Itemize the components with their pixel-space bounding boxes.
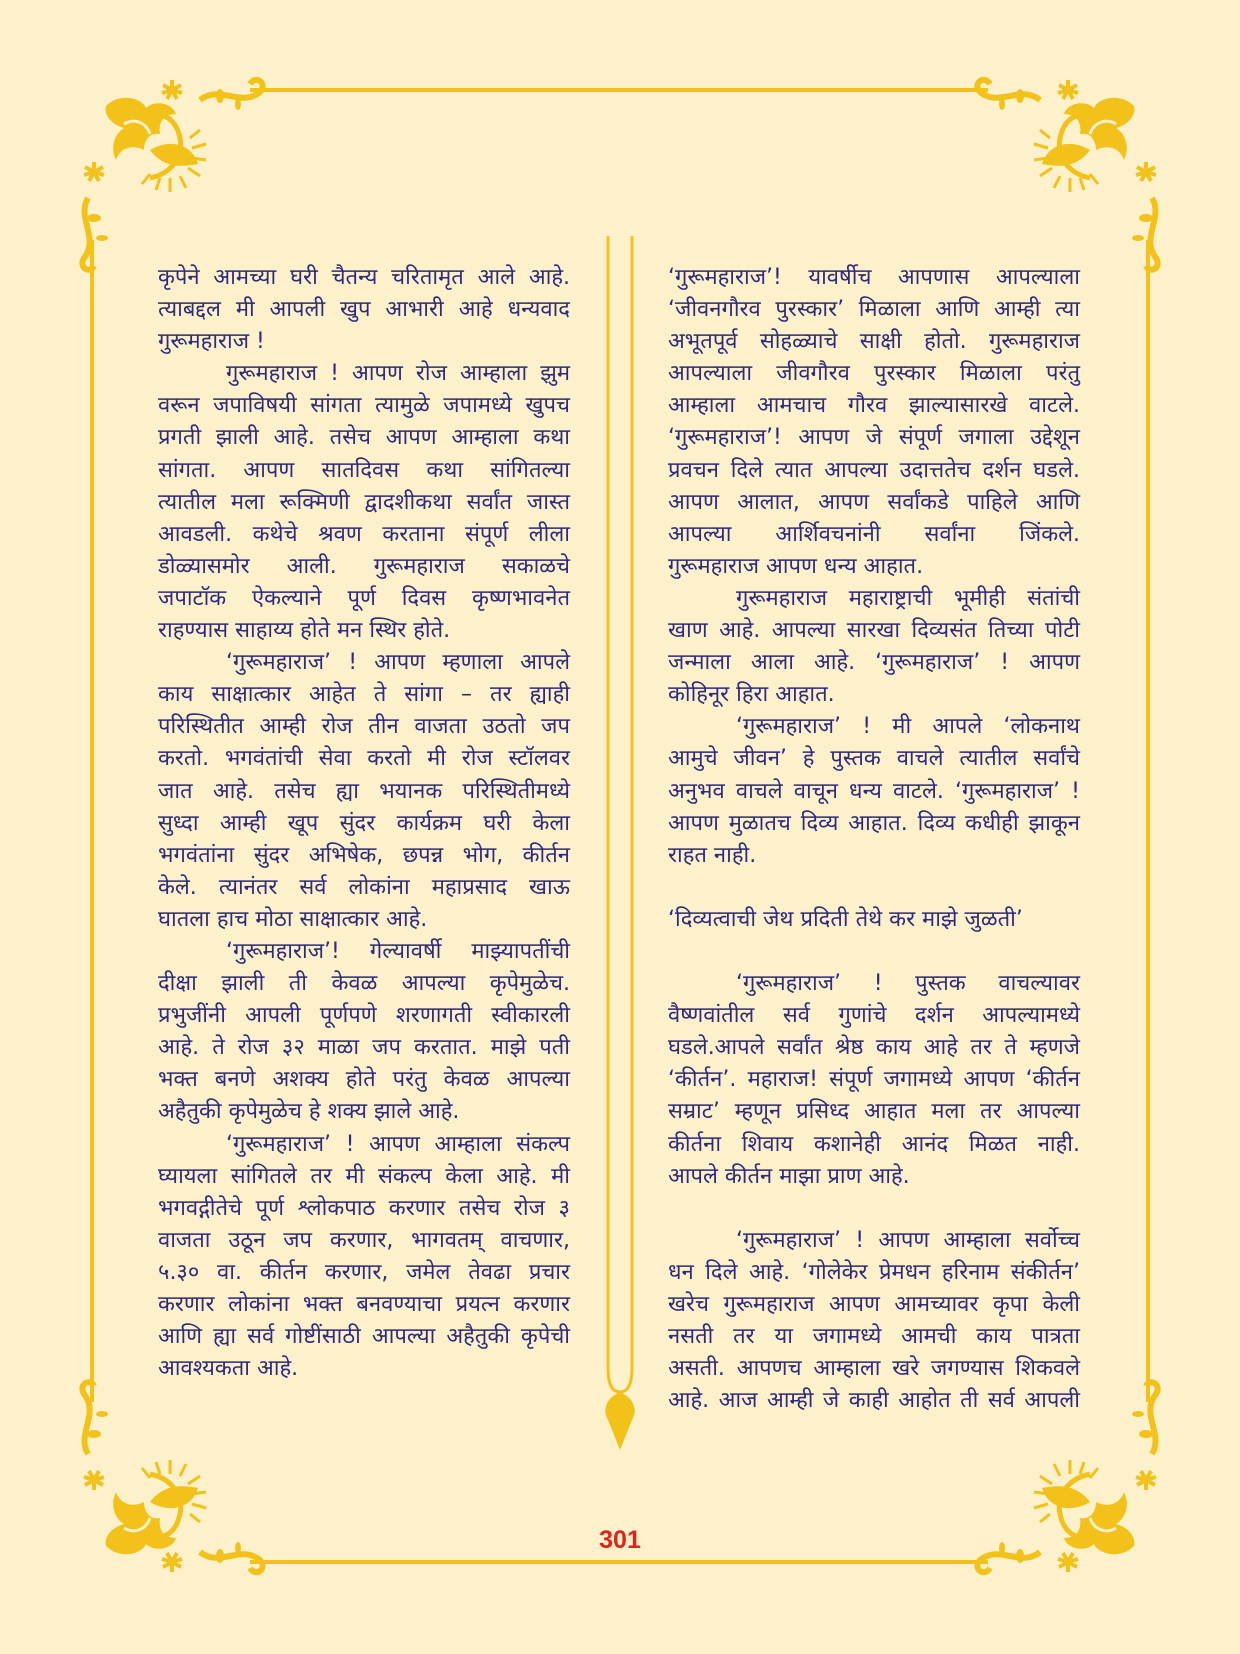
- text-line: त्याबद्दल मी आपली खुप आभारी आहे धन्यवाद: [158, 297, 570, 323]
- page-number: 301: [599, 1526, 641, 1554]
- text-line: ‘गुरूमहाराज’! आपण जे संपूर्ण जगाला उद्देशून: [668, 425, 1080, 451]
- text-line: आपण आलात, आपण सर्वांकडे पाहिले आणि: [668, 489, 1080, 515]
- text-line: प्रभुजींनी आपली पूर्णपणे शरणागती स्वीकारली: [158, 1003, 570, 1029]
- text-line: ‘जीवनगौरव पुरस्कार’ मिळाला आणि आम्ही त्या: [668, 297, 1080, 323]
- blank-line: [668, 936, 1080, 968]
- text-line: आपल्याला जीवगौरव पुरस्कार मिळाला परंतु: [668, 361, 1080, 387]
- text-line: आपल्या आर्शिवचनांनी सर्वांना जिंकले.: [668, 521, 1080, 547]
- text-line: आम्हाला आमचाच गौरव झाल्यासारखे वाटले.: [668, 393, 1080, 419]
- text-line: भक्त बनणे अशक्य होते परंतु केवळ आपल्या: [158, 1067, 570, 1093]
- text-line: कोहिनूर हिरा आहात.: [668, 682, 835, 708]
- text-line: आवश्यकता आहे.: [158, 1356, 299, 1382]
- text-line: केले. त्यानंतर सर्व लोकांना महाप्रसाद खाऊ: [158, 874, 570, 900]
- text-line: प्रगती झाली आहे. तसेच आपण आम्हाला कथा: [158, 425, 570, 451]
- text-line: आणि ह्या सर्व गोष्टींसाठी आपल्या अहैतुकी कृपेची: [158, 1324, 570, 1350]
- text-line: कृपेने आमच्या घरी चैतन्य चरितामृत आले आहे.: [158, 265, 570, 290]
- text-line: आमुचे जीवन’ हे पुस्तक वाचले त्यातील सर्वांचे: [668, 746, 1080, 772]
- text-line: ‘गुरूमहाराज’! यावर्षीच आपणास आपल्याला: [668, 265, 1080, 290]
- text-line: राहण्यास साहाय्य होते मन स्थिर होते.: [158, 618, 451, 644]
- text-line: आपण मुळातच दिव्य आहात. दिव्य कधीही झाकून: [668, 810, 1080, 836]
- text-line: सांगता. आपण सातदिवस कथा सांगितल्या: [158, 457, 570, 483]
- text-line: वैष्णवांतील सर्व गुणांचे दर्शन आपल्यामध्ये: [668, 1003, 1080, 1029]
- text-line: घातला हाच मोठा साक्षात्कार आहे.: [158, 906, 428, 932]
- text-line: कीर्तना शिवाय कशानेही आनंद मिळत नाही.: [668, 1131, 1080, 1157]
- text-line: गुरूमहाराज ! आपण रोज आम्हाला झुम: [226, 361, 570, 387]
- text-line: गुरूमहाराज आपण धन्य आहात.: [668, 553, 924, 579]
- text-line: सम्राट’ म्हणून प्रसिध्द आहात मला तर आपल्या: [668, 1099, 1080, 1125]
- text-line: आपले कीर्तन माझा प्राण आहे.: [668, 1163, 910, 1189]
- text-line: खरेच गुरूमहाराज आपण आमच्यावर कृपा केली: [668, 1292, 1080, 1317]
- text-line: परिस्थितीत आम्ही रोज तीन वाजता उठतो जप: [158, 714, 570, 740]
- text-line: ५.३० वा. कीर्तन करणार, जमेल तेवढा प्रचार: [158, 1259, 570, 1285]
- text-line: भगवंतांना सुंदर अभिषेक, छपन्न भोग, कीर्तन: [158, 842, 570, 868]
- text-line: ‘गुरूमहाराज’! गेल्यावर्षी माझ्यापतींची: [226, 938, 570, 964]
- text-line: सुध्दा आम्ही खूप सुंदर कार्यक्रम घरी केला: [158, 810, 570, 836]
- text-line: जपाटॉक ऐकल्याने पूर्ण दिवस कृष्णभावनेत: [158, 585, 570, 611]
- text-line: अभूतपूर्व सोहळ्याचे साक्षी होतो. गुरूमहाराज: [668, 329, 1080, 355]
- text-line: घ्यायला सांगितले तर मी संकल्प केला आहे. मी: [158, 1163, 570, 1189]
- right-column: [668, 262, 1080, 1417]
- divider-drop: [605, 1392, 634, 1450]
- text-line: ‘गुरूमहाराज’ ! पुस्तक वाचल्यावर: [736, 971, 1080, 997]
- text-line: त्यातील मला रूक्मिणी द्वादशीकथा सर्वांत जास्त: [158, 489, 570, 515]
- text-line: वाजता उठून जप करणार, भागवतम् वाचणार,: [158, 1227, 570, 1253]
- text-line: ‘कीर्तन’. महाराज! संपूर्ण जगामध्ये आपण ‘कीर्तन: [668, 1067, 1080, 1093]
- text-line: काय साक्षात्कार आहेत ते सांगा – तर ह्याही: [158, 682, 570, 708]
- text-line: ‘गुरूमहाराज’ ! मी आपले ‘लोकनाथ: [736, 714, 1080, 740]
- text-line: प्रवचन दिले त्यात आपल्या उदात्ततेच दर्शन घडले.: [668, 457, 1080, 483]
- text-line: ‘गुरूमहाराज’ ! आपण आम्हाला सर्वोच्च: [736, 1227, 1080, 1253]
- text-line: जन्माला आला आहे. ‘गुरूमहाराज’ ! आपण: [668, 650, 1080, 676]
- text-line: करतो. भगवंतांची सेवा करतो मी रोज स्टॉलवर: [158, 746, 570, 772]
- text-line: अनुभव वाचले वाचून धन्य वाटले. ‘गुरूमहाराज’ !: [668, 778, 1080, 804]
- text-line: धन दिले आहे. ‘गोलेकेर प्रेमधन हरिनाम संकीर्तन’: [668, 1259, 1080, 1285]
- text-line: घडले.आपले सर्वांत श्रेष्ठ काय आहे तर ते म्हणजे: [668, 1035, 1080, 1061]
- text-line: गुरूमहाराज !: [158, 329, 265, 355]
- text-line: वरून जपाविषयी सांगता त्यामुळे जपामध्ये खुपच: [158, 393, 570, 419]
- text-line: डोळ्यासमोर आली. गुरूमहाराज सकाळचे: [158, 553, 570, 579]
- text-line: राहत नाही.: [668, 842, 757, 868]
- blank-line: [668, 872, 1080, 904]
- blank-line: [668, 1193, 1080, 1225]
- text-line: गुरूमहाराज महाराष्ट्राची भूमीही संतांची: [736, 585, 1080, 611]
- text-line: नसती तर या जगामध्ये आमची काय पात्रता: [668, 1324, 1080, 1350]
- text-line: खाण आहे. आपल्या सारखा दिव्यसंत तिच्या पोटी: [668, 618, 1080, 644]
- text-line: ‘दिव्यत्वाची जेथ प्रदिती तेथे कर माझे जुळती’: [668, 906, 1023, 932]
- text-line: करणार लोकांना भक्त बनवण्याचा प्रयत्न करणार: [158, 1292, 570, 1317]
- text-line: असती. आपणच आम्हाला खरे जगण्यास शिकवले: [668, 1356, 1080, 1382]
- text-line: अहैतुकी कृपेमुळेच हे शक्य झाले आहे.: [158, 1099, 460, 1125]
- text-line: जात आहे. तसेच ह्या भयानक परिस्थितीमध्ये: [158, 778, 570, 804]
- left-column: [158, 262, 570, 1385]
- text-line: आहे. आज आम्ही जे काही आहोत ती सर्व आपली: [668, 1388, 1080, 1414]
- text-line: दीक्षा झाली ती केवळ आपल्या कृपेमुळेच.: [158, 971, 570, 997]
- text-line: ‘गुरूमहाराज’ ! आपण म्हणाला आपले: [226, 650, 570, 676]
- text-line: आहे. ते रोज ३२ माळा जप करतात. माझे पती: [158, 1035, 570, 1061]
- text-line: ‘गुरूमहाराज’ ! आपण आम्हाला संकल्प: [226, 1131, 570, 1157]
- text-line: भगवद्गीतेचे पूर्ण श्लोकपाठ करणार तसेच रोज ३: [158, 1195, 570, 1221]
- text-line: आवडली. कथेचे श्रवण करताना संपूर्ण लीला: [158, 521, 570, 547]
